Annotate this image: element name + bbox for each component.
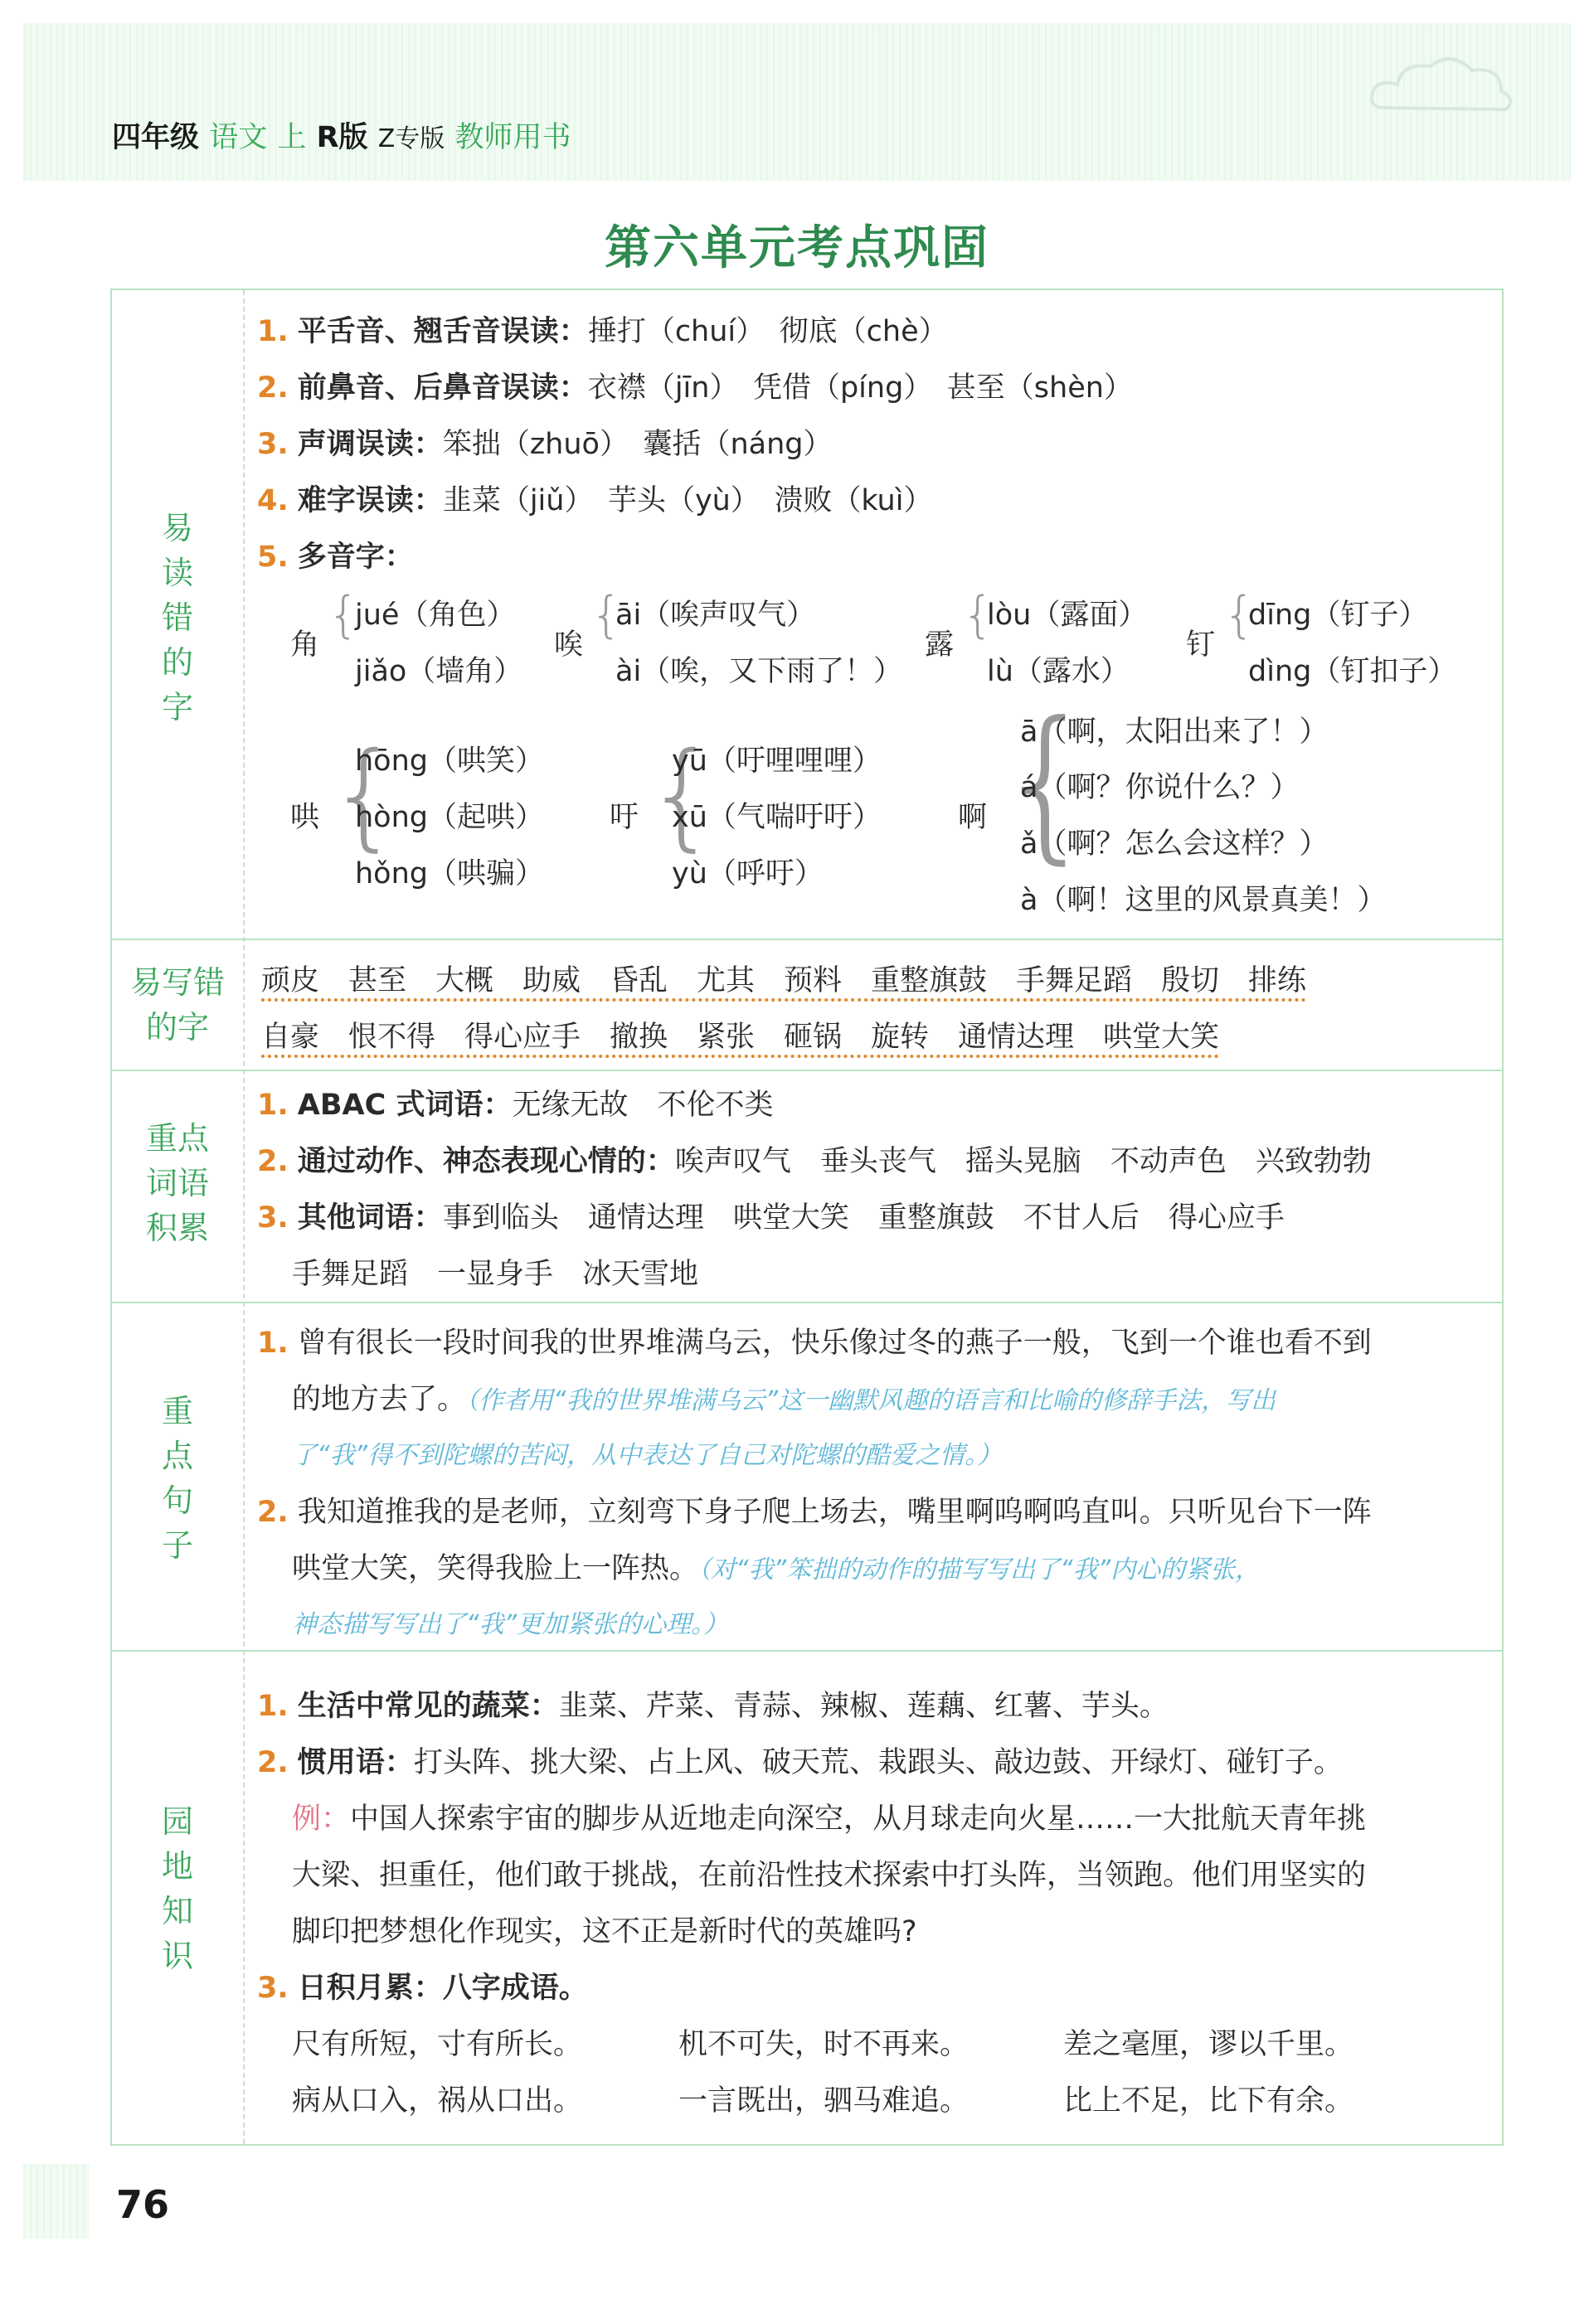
polyphone-reading: lòu（露面） <box>987 599 1148 632</box>
polyphone-reading: ǎ（啊？怎么会这样？） <box>1020 827 1329 861</box>
header-band <box>23 23 1571 181</box>
page-title: 第六单元考点巩固 <box>605 221 989 275</box>
polyphone-reading: lù（露水） <box>987 655 1130 688</box>
polyphone-reading: á（啊？你说什么？） <box>1020 771 1300 804</box>
list-item: 5. 多音字： <box>257 541 414 574</box>
polyphone-char: 吁 <box>610 801 639 834</box>
section-label-vocab: 重点 词语 积累 <box>145 1120 209 1246</box>
list-item: 2. 惯用语：打头阵、挑大梁、占上风、破天荒、栽跟头、敲边鼓、开绿灯、碰钉子。 <box>257 1746 1343 1779</box>
list-item: 3. 声调误读：笨拙（zhuō） 囊括（náng） <box>257 428 833 461</box>
polyphone-char: 角 <box>290 628 320 662</box>
brace-icon: { <box>1223 586 1256 644</box>
polyphone-reading: hòng（起哄） <box>355 801 544 834</box>
example-line: 大梁、担重任，他们敢于挑战，在前沿性技术探索中打头阵，当领跑。他们用坚实的 <box>292 1859 1367 1892</box>
proverb: 尺有所短，寸有所长。 <box>292 2028 583 2061</box>
polyphone-reading: xū（气喘吁吁） <box>672 801 882 834</box>
sentence-note: 了“我”得不到陀螺的苦闷，从中表达了自己对陀螺的酷爱之情。） <box>292 1441 1003 1470</box>
example-line: 脚印把梦想化作现实，这不正是新时代的英雄吗? <box>292 1915 917 1948</box>
proverb: 病从口入，祸从口出。 <box>292 2084 583 2118</box>
section-label-garden: 园地知识 <box>161 1803 193 1974</box>
polyphone-reading: hōng（哄笑） <box>355 745 544 778</box>
easy-write-row: 自豪 恨不得 得心应手 撤换 紧张 砸锅 旋转 通情达理 哄堂大笑 <box>261 1021 1220 1054</box>
section-label-easy-read <box>112 506 243 730</box>
polyphone-reading: āi（唉声叹气） <box>615 599 816 632</box>
sentence-line: 的地方去了。（作者用“我的世界堆满乌云”这一幽默风趣的语言和比喻的修辞手法，写出 <box>292 1383 1276 1416</box>
polyphone-char: 露 <box>925 628 955 662</box>
footer-band <box>23 2164 90 2239</box>
brace-icon: { <box>994 687 1100 880</box>
section-divider <box>112 939 1502 940</box>
polyphone-reading: jiǎo（墙角） <box>355 655 523 688</box>
cloud-decoration-icon <box>1352 41 1526 133</box>
example-line: 例：中国人探索宇宙的脚步从近地走向深空，从月球走向火星……一大批航天青年挑 <box>292 1802 1367 1836</box>
polyphone-char: 钉 <box>1186 628 1216 662</box>
section-label-sentences: 重点句子 <box>161 1393 193 1564</box>
sentence-line: 哄堂大笑，笑得我脸上一阵热。（对“我”笨拙的动作的描写写出了“我”内心的紧张， <box>292 1552 1261 1585</box>
section-label-easy-write: 易写错 的字 <box>129 964 225 1046</box>
section-divider <box>112 1070 1502 1071</box>
polyphone-char: 哄 <box>290 801 320 834</box>
polyphone-reading: ā（啊，太阳出来了！） <box>1020 716 1329 749</box>
sentence-line: 2. 我知道推我的是老师，立刻弯下身子爬上场去，嘴里啊呜啊呜直叫。只听见台下一阵 <box>257 1496 1372 1529</box>
polyphone-reading: yū（吁哩哩哩） <box>672 745 882 778</box>
brace-icon: { <box>962 586 994 644</box>
polyphone-reading: ài（唉，又下雨了！） <box>615 655 903 688</box>
book-header: 四年级 语文 上 R版 Z专版 教师用书 <box>112 121 571 154</box>
list-item: 3. 日积月累：八字成语。 <box>257 1972 588 2005</box>
list-item: 2. 前鼻音、后鼻音误读：衣襟（jīn） 凭借（píng） 甚至（shèn） <box>257 371 1133 405</box>
proverb: 机不可失，时不再来。 <box>678 2028 970 2061</box>
polyphone-reading: à（啊！这里的风景真美！） <box>1020 884 1387 917</box>
list-item: 1. 平舌音、翘舌音误读：捶打（chuí） 彻底（chè） <box>257 315 948 348</box>
brace-icon: { <box>328 728 402 863</box>
proverb: 一言既出，驷马难追。 <box>678 2084 970 2118</box>
sentence-note: 神态描写写出了“我”更加紧张的心理。） <box>292 1610 729 1639</box>
polyphone-char: 啊 <box>958 801 988 834</box>
page-number: 76 <box>116 2182 170 2227</box>
brace-icon: { <box>328 586 360 644</box>
list-item: 2. 通过动作、神态表现心情的：唉声叹气 垂头丧气 摇头晃脑 不动声色 兴致勃勃 <box>257 1145 1372 1178</box>
list-item: 3. 其他词语：事到临头 通情达理 哄堂大笑 重整旗鼓 不甘人后 得心应手 <box>257 1201 1285 1235</box>
brace-icon: { <box>590 586 623 644</box>
list-item: 1. ABAC 式词语：无缘无故 不伦不类 <box>257 1089 774 1122</box>
easy-write-row: 顽皮 甚至 大概 助威 昏乱 尤其 预料 重整旗鼓 手舞足蹈 殷切 排练 <box>261 964 1307 997</box>
polyphone-reading: hǒng（哄骗） <box>355 857 544 890</box>
polyphone-char: 唉 <box>554 628 584 662</box>
list-item: 4. 难字误读：韭菜（jiǔ） 芋头（yù） 溃败（kuì） <box>257 484 933 517</box>
polyphone-reading: yù（呼吁） <box>672 857 824 890</box>
label-column-divider <box>243 290 245 2144</box>
section-divider <box>112 1650 1502 1652</box>
list-item-continued: 手舞足蹈 一显身手 冰天雪地 <box>292 1258 699 1291</box>
list-item: 1. 生活中常见的蔬菜：韭菜、芹菜、青蒜、辣椒、莲藕、红薯、芋头。 <box>257 1690 1169 1723</box>
section-divider <box>112 1302 1502 1303</box>
proverb: 比上不足，比下有余。 <box>1063 2084 1354 2118</box>
proverb: 差之毫厘，谬以千里。 <box>1063 2028 1354 2061</box>
section-label-text: 易读错的字 <box>161 510 193 725</box>
polyphone-reading: dìng（钉扣子） <box>1248 655 1457 688</box>
polyphone-reading: dīng（钉子） <box>1248 599 1428 632</box>
brace-icon: { <box>645 728 720 863</box>
polyphone-reading: jué（角色） <box>355 599 516 632</box>
sentence-line: 1. 曾有很长一段时间我的世界堆满乌云，快乐像过冬的燕子一般，飞到一个谁也看不到 <box>257 1327 1372 1360</box>
